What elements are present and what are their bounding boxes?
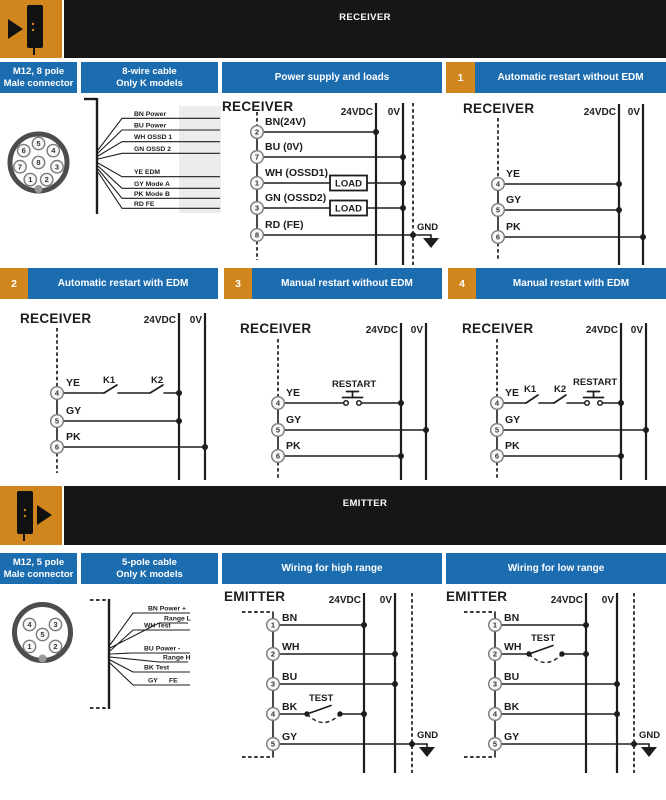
k2-contact	[150, 385, 163, 393]
pin-number: 4	[54, 388, 60, 398]
header-power-supply	[222, 62, 442, 93]
5-pole-cable-diagram	[85, 594, 210, 719]
wire-label-pk: PK	[506, 221, 521, 233]
pin-number: 4	[494, 398, 500, 408]
pin-number: 2	[270, 649, 276, 659]
k2-contact	[554, 395, 566, 403]
pin-6	[51, 441, 64, 454]
header-label: Automatic restart with EDM	[57, 278, 189, 289]
pin-number: 4	[275, 398, 281, 408]
junction-dot	[410, 232, 416, 238]
pin-4	[51, 387, 64, 400]
gnd-label: GND	[417, 730, 439, 741]
junction-dot	[618, 400, 624, 406]
rail-0v-label: 0V	[601, 595, 614, 606]
connector-pin-4	[47, 144, 59, 156]
connector-pin-5	[32, 137, 44, 149]
badge-number: 3	[235, 277, 241, 290]
junction-dot	[618, 453, 624, 459]
k1-label: K1	[103, 375, 116, 386]
beam-arrow-icon	[37, 505, 52, 525]
k1-contact	[104, 385, 117, 393]
pin-5	[492, 204, 505, 217]
junction-dot	[398, 453, 404, 459]
wire-label-gy: GY	[282, 731, 298, 743]
pin-number: 4	[492, 709, 498, 719]
rail-24vdc-label: 24VDC	[328, 595, 361, 606]
diagram3-manual-restart-no-edm	[222, 295, 444, 480]
emitter-low-range-diagram	[444, 585, 666, 800]
wire-label-bn: BN Power +	[148, 605, 186, 613]
pin-number: 5	[492, 739, 498, 749]
k1-label: K1	[524, 384, 537, 395]
connector-pin-6	[18, 144, 30, 156]
wire-label: GN OSSD 2	[134, 145, 172, 153]
pin-8	[251, 229, 264, 242]
junction-dot	[616, 181, 622, 187]
header-label: Manual restart with EDM	[512, 278, 630, 289]
wire-label-bn24v: BN(24V)	[265, 116, 306, 128]
gnd-label: GND	[639, 730, 661, 741]
pin-2	[251, 126, 264, 139]
m12-8pole-connector-diagram	[0, 124, 84, 206]
connector-pin-4	[23, 618, 35, 630]
emitter-banner-title: EMITTER	[342, 498, 388, 509]
pin-2	[267, 648, 280, 661]
power-supply-diagram	[222, 92, 444, 265]
pin-number: 6	[21, 146, 26, 156]
diagram-title: RECEIVER	[462, 321, 534, 336]
diagram-title: RECEIVER	[222, 99, 294, 114]
pin-1	[251, 177, 264, 190]
device-mark	[32, 23, 34, 25]
header-line: Only K models	[116, 77, 183, 89]
junction-dot	[176, 418, 182, 424]
restart-label: RESTART	[332, 379, 377, 390]
pin-4	[491, 397, 504, 410]
emitter-high-range-diagram	[222, 585, 444, 800]
pin-2	[489, 648, 502, 661]
pin-number: 3	[54, 162, 60, 172]
connector-keying-notch	[39, 655, 47, 663]
light-curtain-emitter-icon	[0, 486, 62, 545]
pin-number: 2	[492, 649, 498, 659]
device-mark	[32, 29, 34, 31]
pin-number: 6	[495, 232, 501, 242]
device-mark	[24, 509, 26, 511]
header-line: Male connector	[3, 77, 74, 89]
header-line: 5-pole cable	[122, 556, 177, 568]
diagram-title: RECEIVER	[463, 101, 535, 116]
junction-dot	[631, 741, 637, 747]
header-label: Wiring for low range	[507, 563, 605, 574]
receiver-banner-title: RECEIVER	[339, 12, 391, 23]
wire-label: YE EDM	[134, 169, 161, 177]
wire-label-bu: BU	[504, 671, 520, 683]
wire-label: PK Mode B	[134, 190, 170, 198]
rail-0v-label: 0V	[387, 107, 400, 118]
header-line: Male connector	[3, 568, 74, 580]
beam-arrow-icon	[8, 19, 23, 39]
gnd-symbol	[641, 747, 657, 757]
wire-label-pk: PK	[66, 431, 81, 443]
header-wiring-low-range	[446, 553, 666, 584]
wire-label-gy: GY	[504, 731, 520, 743]
k2-label: K2	[151, 375, 164, 386]
pin-5	[272, 424, 285, 437]
receiver-banner	[64, 0, 666, 58]
pin-number: 5	[494, 425, 500, 435]
pin-5	[489, 738, 502, 751]
junction-dot	[361, 711, 367, 717]
wire-label-fe: RD (FE)	[265, 219, 304, 231]
header-line: Only K models	[116, 568, 183, 580]
k1-contact	[526, 395, 538, 403]
junction-dot	[614, 711, 620, 717]
pin-number: 1	[27, 642, 32, 652]
pin-6	[272, 450, 285, 463]
header-line: M12, 5 pole	[12, 556, 65, 568]
wire-label: BU Power	[134, 122, 167, 130]
header-receiver-cable	[81, 62, 218, 93]
connector-pin-3	[49, 618, 61, 630]
pin-5	[491, 424, 504, 437]
wire-label-bn: BN	[282, 612, 298, 624]
header-label: Manual restart without EDM	[281, 278, 413, 289]
rail-24vdc-label: 24VDC	[585, 325, 618, 336]
diagram-title: EMITTER	[446, 589, 508, 604]
junction-dot	[400, 180, 406, 186]
header-wiring-high-range	[222, 553, 442, 584]
wire-label-fe: FE	[169, 677, 178, 685]
badge-number: 4	[459, 277, 465, 290]
pin-number: 2	[53, 642, 58, 652]
pin-5	[51, 415, 64, 428]
wire-label-range-l: Range L	[164, 615, 191, 623]
device-mark	[24, 515, 26, 517]
pin-3	[251, 202, 264, 215]
pin-number: 1	[270, 620, 276, 630]
diagram1-auto-restart-no-edm	[444, 92, 666, 265]
header-label: Wiring for high range	[281, 563, 383, 574]
pin-number: 1	[28, 175, 33, 185]
junction-dot	[392, 651, 398, 657]
wire-label-gy: GY	[506, 194, 522, 206]
pin-number: 1	[254, 178, 260, 188]
pin-number: 5	[36, 139, 41, 149]
junction-dot	[614, 681, 620, 687]
pin-number: 5	[40, 630, 45, 640]
pin-number: 4	[495, 179, 501, 189]
test-switch	[304, 706, 342, 723]
label-backdrop	[179, 106, 221, 213]
gnd-symbol	[419, 747, 435, 757]
header-receiver-connector	[0, 62, 77, 93]
8-wire-cable-diagram	[82, 95, 224, 220]
wire-label-ossd1: WH (OSSD1)	[265, 167, 328, 179]
wire-label-bn: BN	[504, 612, 520, 624]
pin-number: 8	[36, 158, 41, 168]
pin-number: 3	[53, 620, 58, 630]
connector-pin-8	[32, 156, 44, 168]
pin-number: 2	[44, 175, 49, 185]
pin-3	[267, 678, 280, 691]
pin-number: 3	[492, 679, 498, 689]
pin-4	[272, 397, 285, 410]
receiver-banner-icon-box	[0, 0, 62, 58]
connector-keying-notch	[35, 185, 43, 193]
receiver-device-icon	[27, 5, 43, 48]
rail-0v-label: 0V	[379, 595, 392, 606]
wire-label: RD FE	[134, 200, 155, 208]
junction-dot	[176, 390, 182, 396]
diagram1-number-badge	[446, 62, 475, 93]
pin-4	[489, 708, 502, 721]
wire-label-wh: WH	[504, 641, 522, 653]
junction-dot	[423, 427, 429, 433]
header-label: Automatic restart without EDM	[497, 72, 644, 83]
wire-label-pk: PK	[505, 440, 520, 452]
pin-number: 1	[492, 620, 498, 630]
k2-label: K2	[554, 384, 567, 395]
wire-label-ossd2: GN (OSSD2)	[265, 192, 327, 204]
m12-5pole-connector-diagram	[0, 594, 85, 676]
junction-dot	[202, 444, 208, 450]
emitter-device-icon	[17, 491, 33, 534]
junction-dot	[409, 741, 415, 747]
junction-dot	[583, 622, 589, 628]
pin-number: 4	[51, 146, 56, 156]
wire-label-gy: GY	[505, 414, 521, 426]
pin-3	[489, 678, 502, 691]
connector-pin-2	[49, 640, 61, 652]
header-line: 8-wire cable	[122, 65, 177, 77]
diagram-title: EMITTER	[224, 589, 286, 604]
wire-label-bu: BU	[282, 671, 298, 683]
wire-label: GY Mode A	[134, 180, 170, 188]
load-label: LOAD	[335, 203, 362, 215]
junction-dot	[392, 681, 398, 687]
wire-label-bk: BK Test	[144, 664, 170, 672]
wire-label-bk: BK	[282, 701, 298, 713]
pin-number: 4	[27, 620, 32, 630]
pin-number: 3	[254, 203, 260, 213]
junction-dot	[400, 154, 406, 160]
test-label: TEST	[309, 693, 334, 704]
pin-4	[492, 178, 505, 191]
pin-4	[267, 708, 280, 721]
emitter-banner-icon-box	[0, 486, 62, 545]
wire-label-bu0v: BU (0V)	[265, 141, 303, 153]
wire-label-wh: WH	[282, 641, 300, 653]
pin-number: 8	[254, 230, 260, 240]
rail-24vdc-label: 24VDC	[583, 107, 616, 118]
pin-number: 6	[54, 442, 60, 452]
connector-pin-1	[24, 173, 36, 185]
restart-label: RESTART	[573, 377, 618, 388]
badge-number: 2	[11, 277, 17, 290]
restart-button	[584, 392, 604, 406]
wire-label: WH OSSD 1	[134, 134, 173, 142]
wire-label-wh: WH Test	[144, 622, 171, 630]
junction-dot	[643, 427, 649, 433]
pin-1	[267, 619, 280, 632]
pin-number: 7	[17, 162, 23, 172]
pin-7	[251, 151, 264, 164]
junction-dot	[616, 207, 622, 213]
pin-number: 5	[54, 416, 60, 426]
pin-number: 5	[270, 739, 276, 749]
rail-0v-label: 0V	[410, 325, 423, 336]
connector-pin-3	[51, 161, 63, 173]
restart-button	[343, 392, 363, 406]
wire-label-pk: PK	[286, 440, 301, 452]
gnd-label: GND	[417, 222, 439, 233]
diagram2-auto-restart-edm	[0, 295, 222, 480]
emitter-banner	[64, 486, 666, 545]
header-emitter-cable	[81, 553, 218, 584]
connector-pin-7	[14, 161, 26, 173]
wire-label: BN Power	[134, 110, 167, 118]
load-label: LOAD	[335, 178, 362, 190]
header-diagram1	[475, 62, 666, 93]
connector-pin-1	[23, 640, 35, 652]
pin-number: 6	[275, 451, 281, 461]
wire-label-gy: GY	[148, 677, 158, 685]
rail-0v-label: 0V	[627, 107, 640, 118]
pin-number: 5	[275, 425, 281, 435]
wire-label-range-h: Range H	[163, 654, 191, 662]
connector-pin-2	[41, 173, 53, 185]
wire-label-ye: YE	[286, 387, 301, 399]
gnd-symbol	[423, 238, 439, 248]
pin-6	[492, 231, 505, 244]
wire-label-gy: GY	[66, 405, 82, 417]
junction-dot	[583, 651, 589, 657]
badge-number: 1	[457, 71, 464, 84]
light-curtain-receiver-icon	[0, 0, 62, 58]
wire-label-ye: YE	[506, 168, 521, 180]
rail-24vdc-label: 24VDC	[340, 107, 373, 118]
rail-0v-label: 0V	[189, 315, 202, 326]
rail-24vdc-label: 24VDC	[365, 325, 398, 336]
header-emitter-connector	[0, 553, 77, 584]
junction-dot	[400, 205, 406, 211]
header-label: Power supply and loads	[274, 72, 390, 83]
junction-dot	[640, 234, 646, 240]
junction-dot	[373, 129, 379, 135]
pin-5	[267, 738, 280, 751]
test-label: TEST	[531, 633, 556, 644]
wire-label-bu: BU Power -	[144, 645, 181, 653]
diagram4-manual-restart-edm	[444, 295, 666, 480]
pin-number: 6	[494, 451, 500, 461]
test-switch	[526, 646, 564, 663]
diagram-title: RECEIVER	[20, 311, 92, 326]
rail-24vdc-label: 24VDC	[550, 595, 583, 606]
wire-label-ye: YE	[505, 387, 520, 399]
rail-24vdc-label: 24VDC	[143, 315, 176, 326]
pin-6	[491, 450, 504, 463]
pin-number: 7	[254, 152, 260, 162]
pin-number: 5	[495, 205, 501, 215]
junction-dot	[361, 622, 367, 628]
pin-1	[489, 619, 502, 632]
header-line: M12, 8 pole	[12, 65, 65, 77]
wire-label-gy: GY	[286, 414, 302, 426]
junction-dot	[398, 400, 404, 406]
pin-number: 3	[270, 679, 276, 689]
wire-label-ye: YE	[66, 377, 81, 389]
wire-label-bk: BK	[504, 701, 520, 713]
connector-pin-5	[36, 628, 48, 640]
diagram-title: RECEIVER	[240, 321, 312, 336]
pin-number: 2	[254, 127, 260, 137]
pin-number: 4	[270, 709, 276, 719]
rail-0v-label: 0V	[630, 325, 643, 336]
